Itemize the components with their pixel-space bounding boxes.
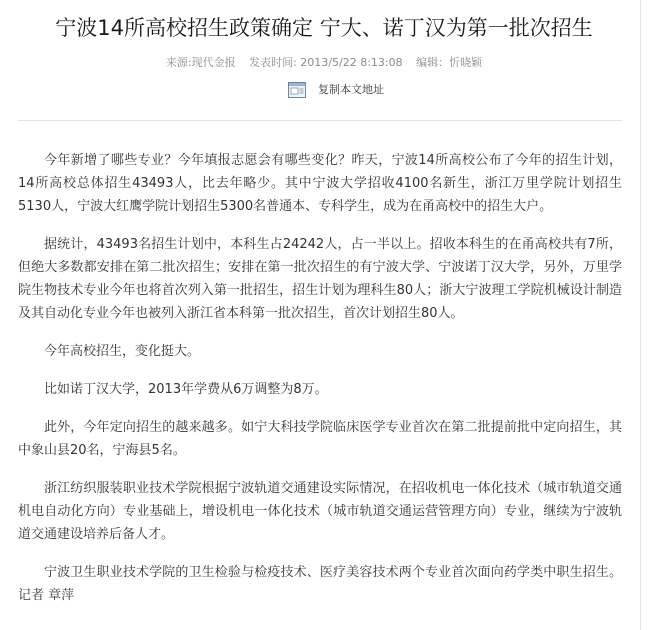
article-body (18, 149, 622, 622)
article-paragraph: 比如诺丁汉大学，2013年学费从6万调整为8万。 (44, 382, 328, 397)
article-source: 来源:现代金报 (165, 56, 236, 69)
article-meta (0, 56, 648, 70)
article-paragraph: 宁波卫生职业技术学院的卫生检验与检疫技术、医疗美容技术两个专业首次面向药学类中职生招生。记者 章萍 (18, 565, 622, 603)
copy-link-button[interactable] (288, 80, 384, 100)
article-editor: 编辑：忻晓颖 (416, 56, 483, 69)
copy-link-icon (288, 82, 306, 98)
article-paragraph: 据统计，43493名招生计划中，本科生占24242人，占一半以上。招收本科生的在甬高校共有7所，但绝大多数都安排在第二批次招生；安排在第一批次招生的有宁波大学、宁波诺丁汉大学，另外，万里学院生物技术专业今年也将首次列入第一批招生，招生计划为理科生80人；浙大宁波理工学院机械设计制造及其自动化专业今年也被列入浙江省本科第一批次招生，首次计划招生80人。 (18, 237, 622, 321)
article-paragraph: 今年高校招生，变化挺大。 (44, 344, 201, 359)
article-title: 宁波14所高校招生政策确定 宁大、诺丁汉为第一批次招生 (55, 16, 593, 40)
article-publish-time: 发表时间: 2013/5/22 8:13:08 (249, 56, 403, 69)
copy-link-label: 复制本文地址 (318, 83, 384, 96)
article-paragraph: 浙江纺织服装职业技术学院根据宁波轨道交通建设实际情况，在招收机电一体化技术（城市轨道交通机电自动化方向）专业基础上，增设机电一体化技术（城市轨道交通运营管理方向）专业，继续为宁波轨道交通建设培养后备人才。 (18, 481, 622, 542)
article-paragraph: 今年新增了哪些专业？今年填报志愿会有哪些变化？昨天，宁波14所高校公布了今年的招生计划，14所高校总体招生43493人，比去年略少。其中宁波大学招收4100名新生，浙江万里学院计划招生5130人，宁波大红鹰学院计划招生5300名普通本、专科学生，成为在甬高校中的招生大户。 (18, 153, 622, 214)
header-divider (18, 120, 622, 121)
article-paragraph: 此外，今年定向招生的越来越多。如宁大科技学院临床医学专业首次在第二批提前批中定向招生，其中象山县20名，宁海县5名。 (18, 420, 622, 458)
page-edge-rule (640, 0, 641, 630)
